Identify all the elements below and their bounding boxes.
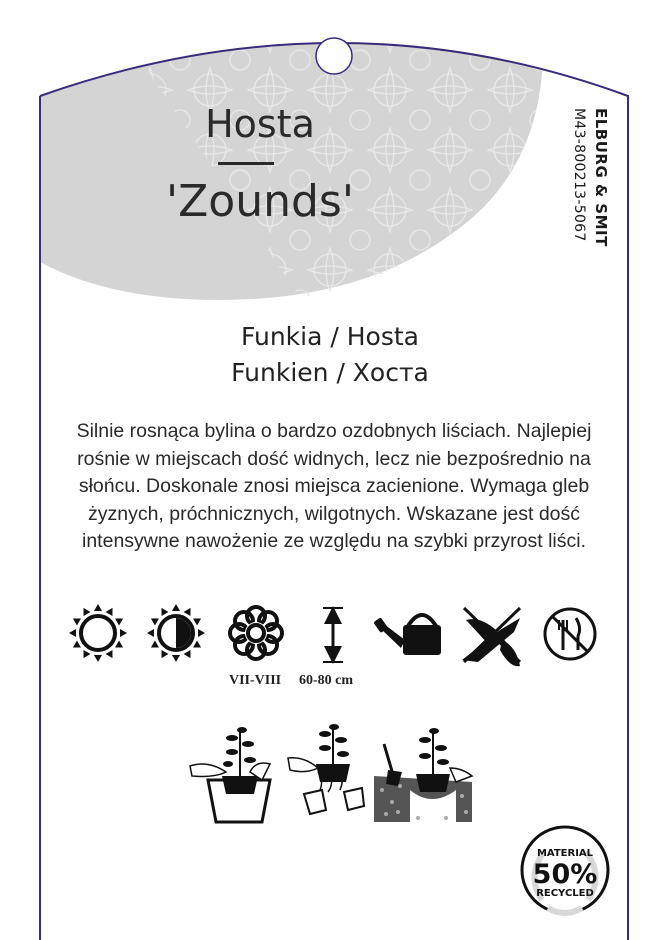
brand-name: ELBURG & SMIT [592,108,610,247]
hang-hole [316,38,352,74]
flowering-period: VII-VIII [229,673,282,688]
badge-line1: MATERIAL [536,848,594,859]
common-name-line1: Funkia / Hosta [240,322,419,351]
genus-title: Hosta [205,102,315,146]
badge-line2: RECYCLED [536,888,594,899]
product-code: M43-800213-5067 [571,108,587,242]
plant-height: 60-80 cm [299,673,354,688]
badge-percent: 50% [532,859,598,890]
common-name-line2: Funkien / Хоста [231,358,429,387]
recycle-badge [522,827,608,913]
title-divider [218,162,274,165]
cultivar-title: 'Zounds' [166,176,354,227]
plant-description: Silnie rosnąca bylina o bardzo ozdobnych liściach. Najlepiej rośnie w miejscach dość widnych, lecz nie bezpośrednio na słońcu. Doskonale znosi miejsca zacienione. Wymaga gleb żyznych, próchnicznych, wilgotnych. Wskazane jest dość intensywne nawożenie ze względu na szybki przyrost liści. [76,420,592,552]
